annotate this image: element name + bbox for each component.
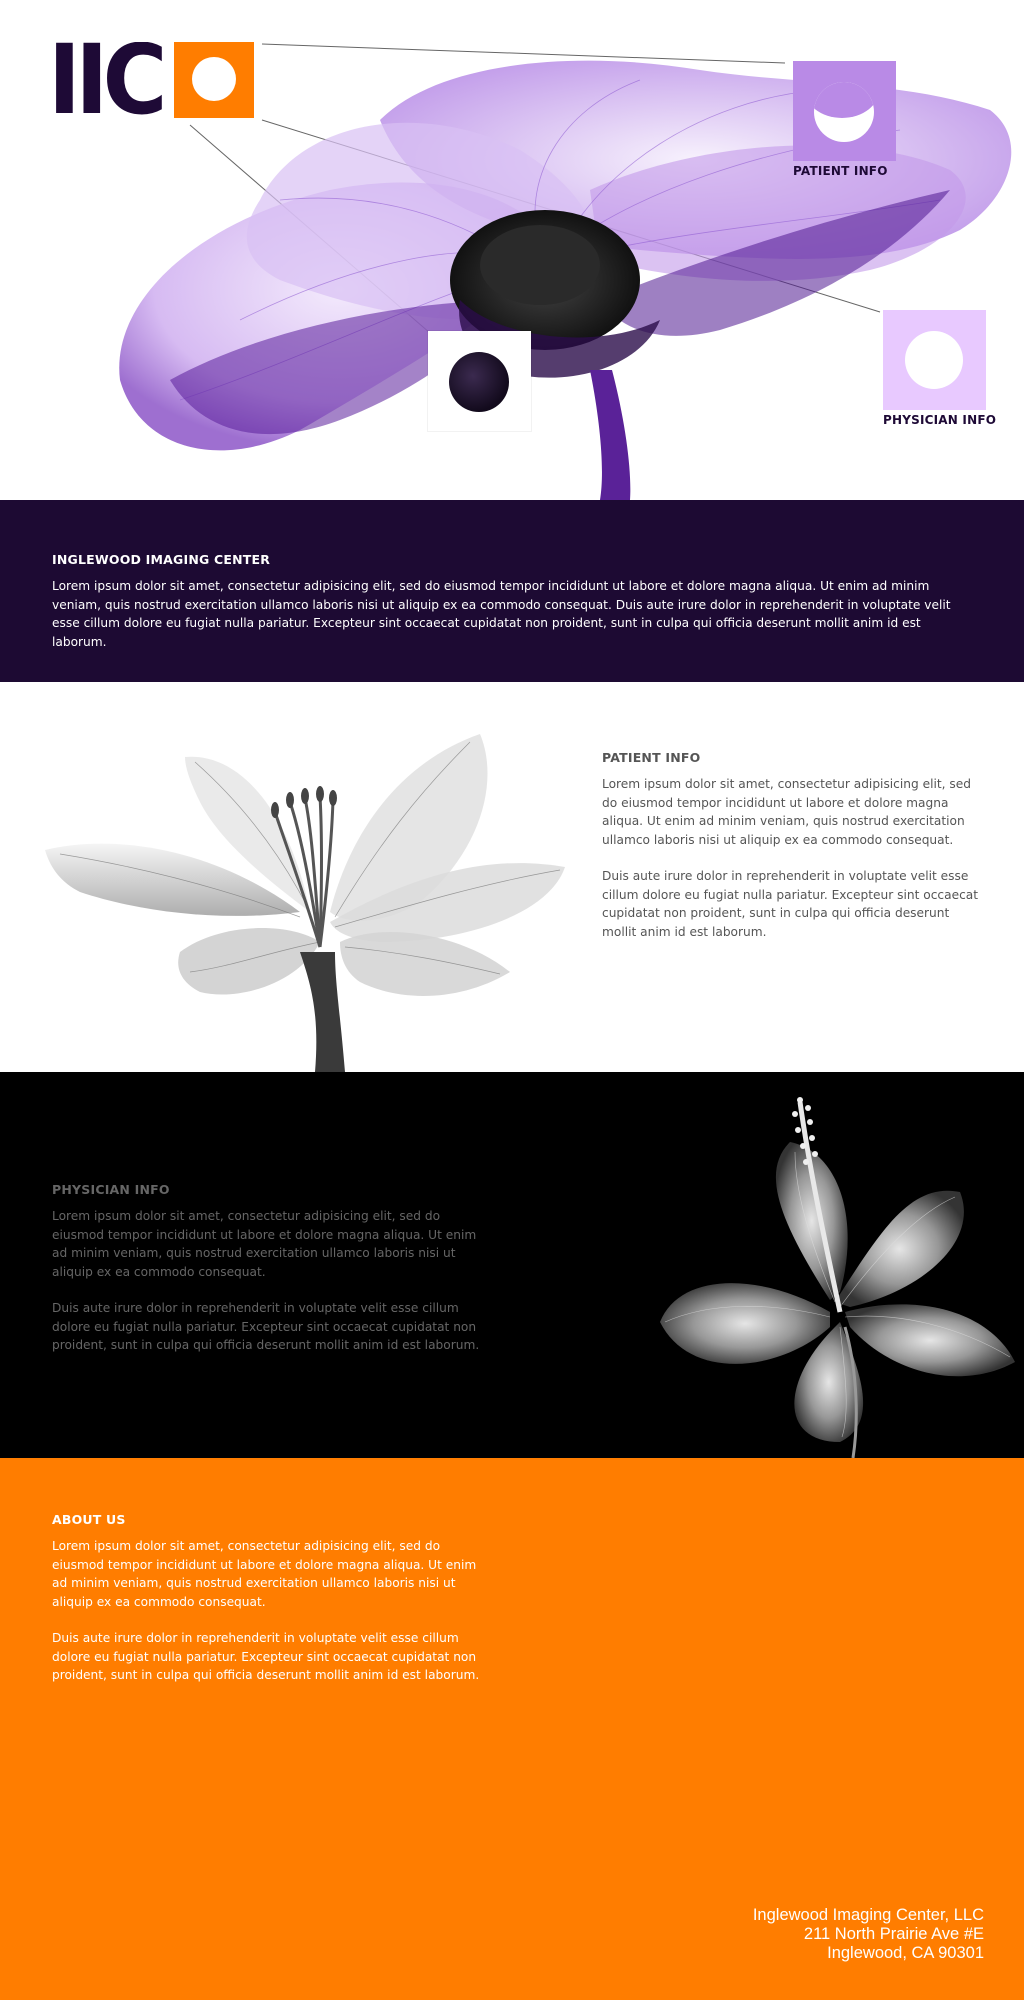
patient-info-para-1: Lorem ipsum dolor sit amet, consectetur adipisicing elit, sed do eiusmod tempor incididunt ut labore et dolore magna aliqua. Ut enim ad minim veniam, quis nostrud exercitation ullamco laboris nisi ut aliquip ex ea commodo consequat. [602,777,971,847]
lily-xray-image [0,682,580,1072]
circle-icon [905,331,963,389]
physician-info-heading: PHYSICIAN INFO [52,1182,170,1197]
hero [0,0,1024,500]
circle-icon [449,352,509,412]
address-line-1: Inglewood Imaging Center, LLC [752,1906,984,1924]
about-us-para-2: Duis aute irure dolor in reprehenderit in voluptate velit esse cillum dolore eu fugiat nulla pariatur. Excepteur sint occaecat cupidatat non proident, sunt in culpa qui officia deserunt mollit anim id est laborum. [52,1631,480,1682]
hotspot-about-us[interactable] [428,331,531,448]
patient-info-tile [793,61,896,161]
physician-info-section [0,1072,1024,1458]
patient-info-para-2: Duis aute irure dolor in reprehenderit in voluptate velit esse cillum dolore eu fugiat nulla pariatur. Excepteur sint occaecat cupidatat non proident, sunt in culpa qui officia deserunt mollit anim id est laborum. [602,869,979,939]
logo-text: IIC [48,42,162,118]
logo-mark [174,42,254,118]
logo-circle-icon [192,57,236,101]
patient-info-section [0,682,1024,1072]
site-logo[interactable] [48,42,254,118]
intro-section [0,500,1024,682]
patient-info-heading: PATIENT INFO [602,750,701,765]
address-line-3: Inglewood, CA 90301 [827,1944,984,1962]
about-us-para-1: Lorem ipsum dolor sit amet, consectetur adipisicing elit, sed do eiusmod tempor incididunt ut labore et dolore magna aliqua. Ut enim ad minim veniam, quis nostrud exercitation ullamco laboris nisi ut aliquip ex ea commodo consequat. [52,1539,477,1609]
physician-info-para-1: Lorem ipsum dolor sit amet, consectetur adipisicing elit, sed do eiusmod tempor incididunt ut labore et dolore magna aliqua. Ut enim ad minim veniam, quis nostrud exercitation ullamco laboris nisi ut aliquip ex ea commodo consequat. [52,1209,477,1279]
about-us-label: ABOUT US [428,434,499,448]
physician-info-para-2: Duis aute irure dolor in reprehenderit in voluptate velit esse cillum dolore eu fugiat nulla pariatur. Excepteur sint occaecat cupidatat non proident, sunt in culpa qui officia deserunt mollit anim id est laborum. [52,1301,480,1352]
about-us-tile [428,331,531,431]
intro-body: Lorem ipsum dolor sit amet, consectetur adipisicing elit, sed do eiusmod tempor incididunt ut labore et dolore magna aliqua. Ut enim ad minim veniam, quis nostrud exercitation ullamco laboris nisi ut aliquip ex ea commodo consequat. Duis aute irure dolor in reprehenderit in voluptate velit esse cillum dolore eu fugiat nulla pariatur. Excepteur sint occaecat cupidatat non proident, sunt in culpa qui officia deserunt mollit anim id est laborum. [52,579,951,649]
footer-address [753,1906,984,1963]
circle-icon [814,82,874,142]
hotspot-physician-info[interactable] [883,310,996,427]
physician-info-label: PHYSICIAN INFO [883,413,997,427]
patient-info-label: PATIENT INFO [793,164,888,178]
hotspot-patient-info[interactable] [793,61,896,178]
address-line-2: 211 North Prairie Ave #E [803,1925,984,1943]
about-us-heading: ABOUT US [52,1512,126,1527]
intro-heading: INGLEWOOD IMAGING CENTER [52,552,271,567]
about-us-section [0,1458,1024,2000]
physician-info-tile [883,310,986,410]
